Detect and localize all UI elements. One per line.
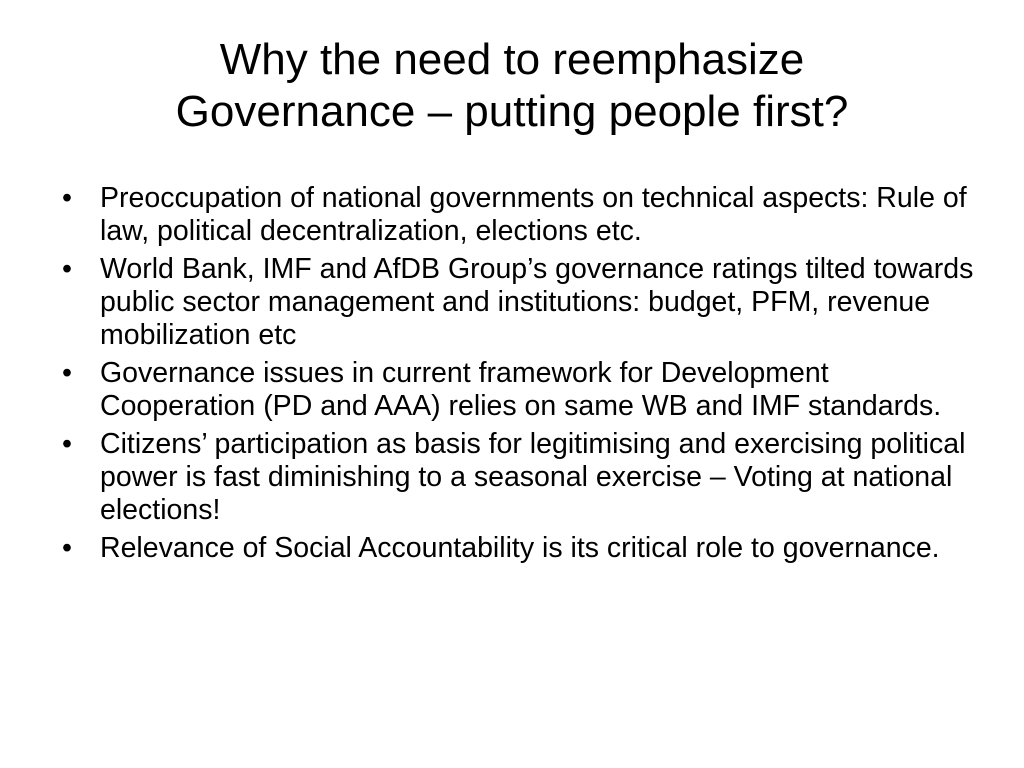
bullet-text: Governance issues in current framework for Development Cooperation (PD and AAA) relies on same WB and IMF standards. <box>100 357 942 422</box>
bullet-text: World Bank, IMF and AfDB Group’s governance ratings tilted towards public sector management and institutions: budget, PFM, revenue mobilization etc <box>100 253 974 351</box>
bullet-item <box>62 357 982 423</box>
bullet-icon: • <box>62 253 72 285</box>
bullet-item <box>62 428 982 527</box>
bullet-icon: • <box>62 532 72 564</box>
slide-title-line-2: Governance – putting people first? <box>175 87 849 136</box>
bullet-list <box>62 182 982 570</box>
bullet-icon: • <box>62 357 72 389</box>
bullet-item <box>62 532 982 565</box>
bullet-item <box>62 182 982 248</box>
bullet-text: Preoccupation of national governments on technical aspects: Rule of law, political decentralization, elections etc. <box>100 182 967 247</box>
bullet-icon: • <box>62 182 72 214</box>
slide-title <box>40 34 984 138</box>
bullet-text: Citizens’ participation as basis for legitimising and exercising political power is fast diminishing to a seasonal exercise – Voting at national elections! <box>100 428 966 526</box>
bullet-item <box>62 253 982 352</box>
slide-title-line-1: Why the need to reemphasize <box>219 35 805 84</box>
bullet-icon: • <box>62 428 72 460</box>
bullet-text: Relevance of Social Accountability is its critical role to governance. <box>100 532 940 564</box>
